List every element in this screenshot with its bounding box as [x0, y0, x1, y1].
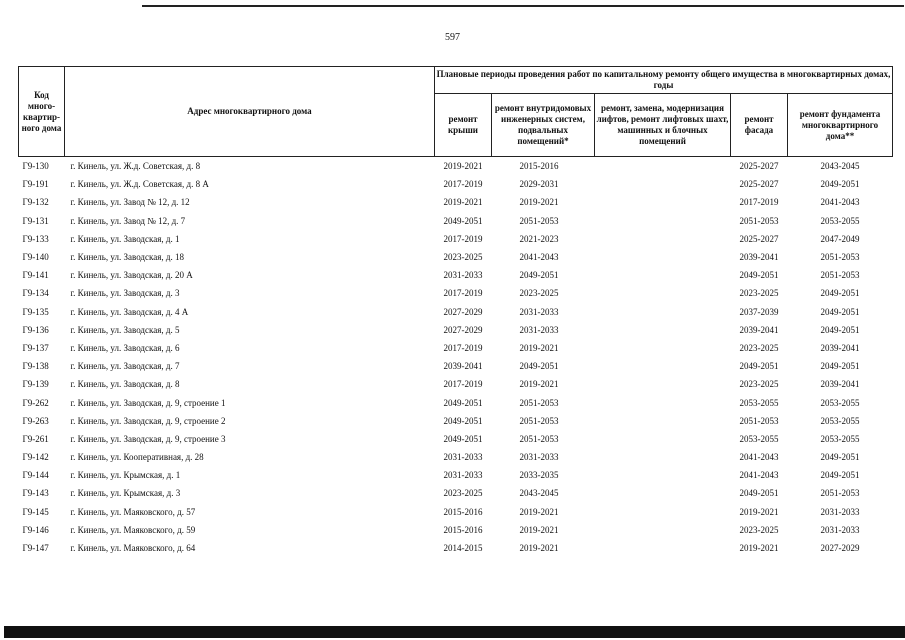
row-facade: 2025-2027: [739, 233, 779, 244]
row-foundation: 2053-2055: [820, 415, 860, 426]
row-elevators: [595, 430, 731, 448]
row-foundation: 2051-2053: [820, 270, 860, 281]
row-code: Г9-262: [22, 397, 49, 408]
row-facade: 2023-2025: [739, 524, 779, 535]
row-systems: 2049-2051: [519, 270, 559, 281]
row-code: Г9-133: [22, 233, 49, 244]
row-foundation: 2053-2055: [820, 433, 860, 444]
row-code: Г9-143: [22, 488, 49, 499]
table-row: [19, 266, 893, 284]
row-roof: 2017-2019: [443, 288, 483, 299]
row-code: Г9-131: [22, 215, 49, 226]
row-elevators: [595, 321, 731, 339]
row-code: Г9-138: [22, 361, 49, 372]
row-elevators: [595, 412, 731, 430]
row-roof: 2031-2033: [443, 452, 483, 463]
row-code: Г9-191: [22, 179, 49, 190]
table-body: [19, 157, 893, 558]
row-foundation: 2039-2041: [820, 379, 860, 390]
row-foundation: 2031-2033: [820, 506, 860, 517]
row-roof: 2023-2025: [443, 252, 483, 263]
row-roof: 2049-2051: [443, 433, 483, 444]
row-facade: 2025-2027: [739, 161, 779, 172]
table-row: [19, 448, 893, 466]
table-row: [19, 466, 893, 484]
row-systems: 2023-2025: [519, 288, 559, 299]
row-facade: 2039-2041: [739, 252, 779, 263]
row-facade: 2037-2039: [739, 306, 779, 317]
row-roof: 2017-2019: [443, 342, 483, 353]
row-systems: 2033-2035: [519, 470, 559, 481]
table-row: [19, 193, 893, 211]
row-facade: 2049-2051: [739, 361, 779, 372]
row-foundation: 2049-2051: [820, 324, 860, 335]
row-roof: 2019-2021: [443, 197, 483, 208]
table-row: [19, 303, 893, 321]
row-elevators: [595, 466, 731, 484]
row-code: Г9-130: [22, 161, 49, 172]
row-address: г. Кинель, ул. Заводская, д. 9, строение 2: [70, 415, 226, 426]
row-facade: 2019-2021: [739, 506, 779, 517]
row-roof: 2023-2025: [443, 488, 483, 499]
row-roof: 2015-2016: [443, 506, 483, 517]
row-systems: 2029-2031: [519, 179, 559, 190]
row-foundation: 2041-2043: [820, 197, 860, 208]
table-row: [19, 539, 893, 557]
row-roof: 2049-2051: [443, 397, 483, 408]
table-row: [19, 430, 893, 448]
row-code: Г9-134: [22, 288, 49, 299]
row-address: г. Кинель, ул. Заводская, д. 6: [70, 342, 180, 353]
row-systems: 2051-2053: [519, 433, 559, 444]
table-row: [19, 412, 893, 430]
row-systems: 2019-2021: [519, 506, 559, 517]
row-elevators: [595, 503, 731, 521]
header-address: Адрес многоквартирного дома: [65, 67, 435, 157]
row-systems: 2051-2053: [519, 215, 559, 226]
row-systems: 2019-2021: [519, 379, 559, 390]
row-facade: 2041-2043: [739, 452, 779, 463]
row-elevators: [595, 212, 731, 230]
row-roof: 2017-2019: [443, 233, 483, 244]
row-address: г. Кинель, ул. Завод № 12, д. 7: [70, 215, 186, 226]
row-facade: 2039-2041: [739, 324, 779, 335]
row-elevators: [595, 248, 731, 266]
row-facade: 2023-2025: [739, 379, 779, 390]
row-elevators: [595, 484, 731, 502]
row-systems: 2049-2051: [519, 361, 559, 372]
row-roof: 2049-2051: [443, 415, 483, 426]
row-foundation: 2053-2055: [820, 397, 860, 408]
row-address: г. Кинель, ул. Кооперативная, д. 28: [70, 452, 204, 463]
row-code: Г9-132: [22, 197, 49, 208]
header-group: Плановые периоды проведения работ по капитальному ремонту общего имущества в многоквартирных домах, годы: [435, 67, 893, 94]
row-address: г. Кинель, ул. Маяковского, д. 57: [70, 506, 196, 517]
row-address: г. Кинель, ул. Заводская, д. 8: [70, 379, 180, 390]
table-row: [19, 212, 893, 230]
row-systems: 2043-2045: [519, 488, 559, 499]
row-elevators: [595, 303, 731, 321]
row-roof: 2017-2019: [443, 379, 483, 390]
row-facade: 2023-2025: [739, 288, 779, 299]
row-elevators: [595, 284, 731, 302]
top-rule: [142, 5, 904, 7]
row-facade: 2017-2019: [739, 197, 779, 208]
row-code: Г9-140: [22, 252, 49, 263]
row-facade: 2053-2055: [739, 397, 779, 408]
table-row: [19, 357, 893, 375]
row-systems: 2031-2033: [519, 452, 559, 463]
row-code: Г9-135: [22, 306, 49, 317]
row-roof: 2017-2019: [443, 179, 483, 190]
row-address: г. Кинель, ул. Маяковского, д. 64: [70, 543, 196, 554]
row-systems: 2031-2033: [519, 324, 559, 335]
row-elevators: [595, 521, 731, 539]
table-row: [19, 503, 893, 521]
row-facade: 2019-2021: [739, 543, 779, 554]
table-row: [19, 230, 893, 248]
row-code: Г9-147: [22, 543, 49, 554]
table-row: [19, 484, 893, 502]
row-facade: 2051-2053: [739, 215, 779, 226]
row-address: г. Кинель, ул. Завод № 12, д. 12: [70, 197, 190, 208]
row-address: г. Кинель, ул. Ж.д. Советская, д. 8: [70, 161, 201, 172]
row-address: г. Кинель, ул. Заводская, д. 1: [70, 233, 180, 244]
row-code: Г9-146: [22, 524, 49, 535]
row-roof: 2015-2016: [443, 524, 483, 535]
row-address: г. Кинель, ул. Заводская, д. 3: [70, 288, 180, 299]
row-elevators: [595, 175, 731, 193]
table-row: [19, 157, 893, 176]
row-foundation: 2047-2049: [820, 233, 860, 244]
row-code: Г9-139: [22, 379, 49, 390]
row-code: Г9-144: [22, 470, 49, 481]
row-foundation: 2051-2053: [820, 488, 860, 499]
row-address: г. Кинель, ул. Маяковского, д. 59: [70, 524, 196, 535]
row-address: г. Кинель, ул. Ж.д. Советская, д. 8 А: [70, 179, 209, 190]
header-facade: ремонт фасада: [731, 94, 788, 157]
row-elevators: [595, 448, 731, 466]
row-facade: 2023-2025: [739, 342, 779, 353]
table-row: [19, 284, 893, 302]
row-facade: 2049-2051: [739, 488, 779, 499]
table-row: [19, 375, 893, 393]
row-elevators: [595, 393, 731, 411]
table-row: [19, 248, 893, 266]
row-code: Г9-263: [22, 415, 49, 426]
row-address: г. Кинель, ул. Заводская, д. 20 А: [70, 270, 193, 281]
row-code: Г9-145: [22, 506, 49, 517]
row-foundation: 2039-2041: [820, 342, 860, 353]
row-roof: 2027-2029: [443, 306, 483, 317]
row-systems: 2019-2021: [519, 197, 559, 208]
row-address: г. Кинель, ул. Заводская, д. 18: [70, 252, 184, 263]
row-facade: 2049-2051: [739, 270, 779, 281]
bottom-rule: [4, 626, 905, 638]
row-address: г. Кинель, ул. Заводская, д. 5: [70, 324, 180, 335]
header-roof: ремонт крыши: [435, 94, 492, 157]
row-roof: 2019-2021: [443, 161, 483, 172]
row-foundation: 2027-2029: [820, 543, 860, 554]
row-systems: 2015-2016: [519, 161, 559, 172]
row-facade: 2053-2055: [739, 433, 779, 444]
row-roof: 2014-2015: [443, 543, 483, 554]
table-row: [19, 393, 893, 411]
row-foundation: 2049-2051: [820, 288, 860, 299]
table-row: [19, 521, 893, 539]
row-foundation: 2049-2051: [820, 306, 860, 317]
row-elevators: [595, 266, 731, 284]
header-foundation: ремонт фундамента многоквартирного дома**: [788, 94, 893, 157]
row-code: Г9-136: [22, 324, 49, 335]
row-roof: 2049-2051: [443, 215, 483, 226]
row-foundation: 2051-2053: [820, 252, 860, 263]
row-roof: 2039-2041: [443, 361, 483, 372]
row-address: г. Кинель, ул. Крымская, д. 3: [70, 488, 181, 499]
row-facade: 2025-2027: [739, 179, 779, 190]
row-systems: 2031-2033: [519, 306, 559, 317]
row-foundation: 2049-2051: [820, 452, 860, 463]
row-systems: 2051-2053: [519, 415, 559, 426]
row-foundation: 2053-2055: [820, 215, 860, 226]
row-address: г. Кинель, ул. Заводская, д. 4 А: [70, 306, 189, 317]
header-code: Код много-квартир-ного дома: [19, 67, 65, 157]
table-row: [19, 339, 893, 357]
row-elevators: [595, 339, 731, 357]
row-foundation: 2049-2051: [820, 470, 860, 481]
row-address: г. Кинель, ул. Заводская, д. 9, строение 1: [70, 397, 226, 408]
row-code: Г9-261: [22, 433, 49, 444]
row-address: г. Кинель, ул. Крымская, д. 1: [70, 470, 181, 481]
row-systems: 2051-2053: [519, 397, 559, 408]
row-code: Г9-137: [22, 342, 49, 353]
row-systems: 2019-2021: [519, 524, 559, 535]
row-systems: 2019-2021: [519, 342, 559, 353]
row-elevators: [595, 230, 731, 248]
row-roof: 2031-2033: [443, 470, 483, 481]
row-systems: 2041-2043: [519, 252, 559, 263]
row-systems: 2019-2021: [519, 543, 559, 554]
row-facade: 2051-2053: [739, 415, 779, 426]
header-elevators: ремонт, замена, модернизация лифтов, ремонт лифтовых шахт, машинных и блочных помещений: [595, 94, 731, 157]
row-address: г. Кинель, ул. Заводская, д. 7: [70, 361, 180, 372]
row-code: Г9-141: [22, 270, 49, 281]
row-foundation: 2043-2045: [820, 161, 860, 172]
repair-schedule-table: [18, 66, 893, 557]
row-address: г. Кинель, ул. Заводская, д. 9, строение 3: [70, 433, 226, 444]
row-systems: 2021-2023: [519, 233, 559, 244]
table-row: [19, 321, 893, 339]
row-elevators: [595, 357, 731, 375]
row-roof: 2031-2033: [443, 270, 483, 281]
row-elevators: [595, 157, 731, 176]
page-number: 597: [445, 32, 460, 43]
header-systems: ремонт внутридомовых инженерных систем, подвальных помещений*: [492, 94, 595, 157]
row-foundation: 2049-2051: [820, 179, 860, 190]
row-foundation: 2031-2033: [820, 524, 860, 535]
row-roof: 2027-2029: [443, 324, 483, 335]
table-row: [19, 175, 893, 193]
row-facade: 2041-2043: [739, 470, 779, 481]
row-elevators: [595, 539, 731, 557]
table-header: [19, 67, 893, 157]
row-elevators: [595, 193, 731, 211]
row-foundation: 2049-2051: [820, 361, 860, 372]
row-elevators: [595, 375, 731, 393]
row-code: Г9-142: [22, 452, 49, 463]
